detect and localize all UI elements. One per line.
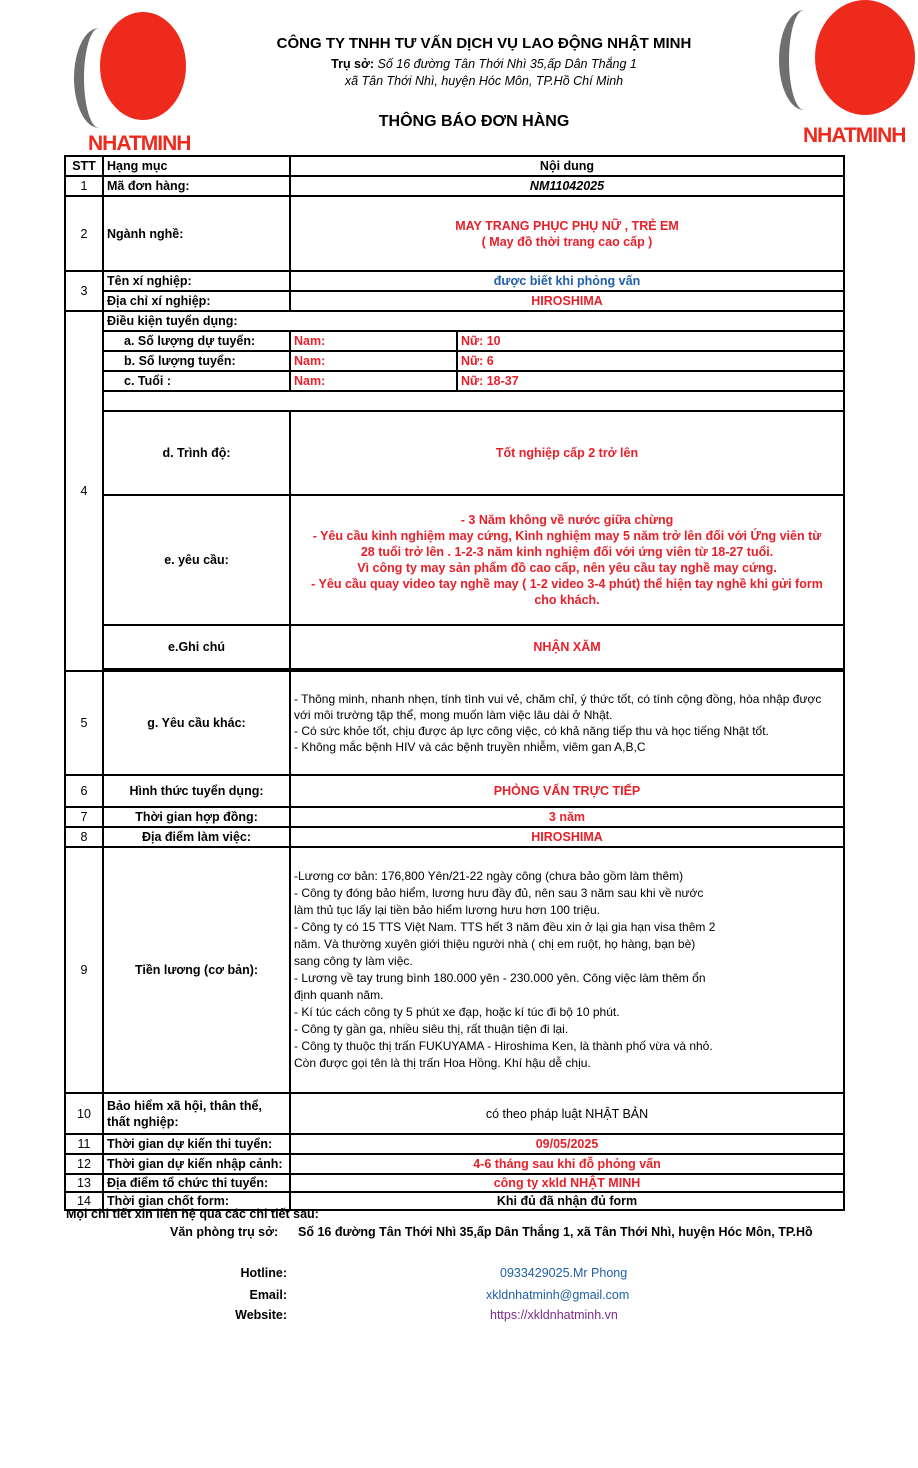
label: d. Trình độ: <box>103 411 290 495</box>
insurance-value: có theo pháp luật NHẬT BẢN <box>290 1093 844 1134</box>
note-value: NHẬN XĂM <box>290 625 844 669</box>
label: Mã đơn hàng: <box>103 176 290 196</box>
label: Địa điểm tổ chức thi tuyển: <box>103 1174 290 1192</box>
table-row <box>65 775 844 807</box>
header-item: Hạng mục <box>103 156 290 176</box>
stt: 10 <box>65 1093 103 1134</box>
female-count: Nữ: 6 <box>457 351 844 371</box>
hotline-value: 0933429025.Mr Phong <box>500 1266 628 1280</box>
label: a. Số lượng dự tuyển: <box>103 331 290 351</box>
label: e.Ghi chú <box>103 625 290 669</box>
requirement-line: - Yêu cầu kinh nghiệm may cứng, Kinh nghiệm may 5 năm trở lên đối với Ứng viên từ 28 tuổi trở lên . 1-2-3 năm kinh nghiệm đối với ứng viên từ 18-27 tuổi. <box>312 529 822 559</box>
stt: 9 <box>65 847 103 1093</box>
label: Ngành nghề: <box>103 196 290 271</box>
stt: 4 <box>65 311 103 671</box>
table-row <box>65 495 844 625</box>
table-row <box>65 827 844 847</box>
label: Thời gian dự kiến nhập cảnh: <box>103 1154 290 1174</box>
exam-location-value: công ty xkld NHẬT MINH <box>290 1174 844 1192</box>
other-requirement-line: - Thông minh, nhanh nhẹn, tính tình vui vẻ, chăm chỉ, ý thức tốt, có tính cộng đồng, hòa nhập được với môi trường tập thể, mong muốn làm việc lâu dài ở Nhật. <box>294 692 822 722</box>
hq-address: Số 16 đường Tân Thới Nhì 35,ấp Dân Thắng 1 <box>377 57 637 71</box>
label: Bảo hiểm xã hội, thân thể, thất nghiệp: <box>103 1093 290 1134</box>
table-row <box>65 1093 844 1134</box>
education-value: Tốt nghiệp cấp 2 trở lên <box>290 411 844 495</box>
label: Thời gian chốt form: <box>103 1192 290 1210</box>
page-title: THÔNG BÁO ĐƠN HÀNG <box>378 113 570 130</box>
requirement-line: Vì công ty may sản phẩm đồ cao cấp, nên yêu cầu tay nghề may cứng. <box>357 561 777 575</box>
salary-line: - Công ty thuộc thị trấn FUKUYAMA - Hiroshima Ken, là thành phố vừa và nhỏ. Còn được gọi tên là thị trấn Hoa Hồng. Khí hậu dễ chịu. <box>294 1039 713 1070</box>
label: b. Số lượng tuyển: <box>103 351 290 371</box>
female-age: Nữ: 18-37 <box>457 371 844 391</box>
salary-line: - Kí túc cách công ty 5 phút xe đạp, hoặc kí túc đi bộ 10 phút. <box>294 1005 620 1019</box>
table-row <box>65 311 844 331</box>
header-content: Nội dung <box>290 156 844 176</box>
occupation: MAY TRANG PHỤC PHỤ NỮ , TRẺ EM <box>455 218 679 233</box>
office-address: Số 16 đường Tân Thới Nhì 35,ấp Dân Thắng 1, xã Tân Thới Nhì, huyện Hóc Môn, TP.Hồ <box>298 1225 813 1239</box>
recruitment-form-value: PHỎNG VẤN TRỰC TIẾP <box>290 775 844 807</box>
salary-line: - Công ty gần ga, nhiều siêu thị, rất thuận tiện đi lại. <box>294 1022 569 1036</box>
label: e. yêu cầu: <box>103 495 290 625</box>
label: Tên xí nghiệp: <box>103 271 290 291</box>
hotline-label: Hotline: <box>240 1266 287 1280</box>
stt: 3 <box>65 271 103 311</box>
salary-line: - Công ty đóng bảo hiểm, lương hưu đầy đủ, nên sau 3 năm sau khi về nước làm thủ tục lấy lại tiền bảo hiểm lương hưu hơn 100 triệu. <box>294 886 704 917</box>
company-address-value: HIROSHIMA <box>290 291 844 311</box>
company-name: CÔNG TY TNHH TƯ VẤN DỊCH VỤ LAO ĐỘNG NHẬT MINH <box>276 35 692 52</box>
stt: 13 <box>65 1174 103 1192</box>
label: Thời gian dự kiến thi tuyển: <box>103 1134 290 1154</box>
male-count: Nam: <box>290 331 457 351</box>
table-row <box>65 291 844 311</box>
other-requirement-line: - Có sức khỏe tốt, chịu được áp lực công việc, có khả năng tiếp thu và học tiếng Nhật tốt. <box>294 724 769 738</box>
table-row <box>65 391 844 411</box>
table-row <box>65 331 844 351</box>
table-row <box>65 1174 844 1192</box>
stt: 2 <box>65 196 103 271</box>
form-deadline-value: Khi đủ đã nhận đủ form <box>290 1192 844 1210</box>
website-link[interactable]: https://xkldnhatminh.vn <box>490 1308 618 1322</box>
occupation-note: ( May đồ thời trang cao cấp ) <box>481 234 653 249</box>
label: Tiền lương (cơ bản): <box>103 847 290 1093</box>
company-name-value: được biết khi phỏng vấn <box>290 271 844 291</box>
work-location-value: HIROSHIMA <box>290 827 844 847</box>
male-age: Nam: <box>290 371 457 391</box>
label: Địa chỉ xí nghiệp: <box>103 291 290 311</box>
female-count: Nữ: 10 <box>457 331 844 351</box>
order-code: NM11042025 <box>290 176 844 196</box>
requirement-line: - 3 Năm không về nước giữa chừng <box>460 513 674 527</box>
stt: 1 <box>65 176 103 196</box>
salary-line: - Công ty có 15 TTS Việt Nam. TTS hết 3 năm đều xin ở lại gia hạn visa thêm 2 năm. Và thường xuyên giới thiệu người nhà ( chị em ruột, họ hàng, bạn bè) sang công ty làm việc. <box>294 920 716 968</box>
table-row <box>65 1134 844 1154</box>
table-row <box>65 625 844 669</box>
salary-line: - Lương về tay trung bình 180.000 yên - 230.000 yên. Công việc làm thêm ổn định quanh năm. <box>294 971 706 1002</box>
hq-label: Trụ sở: <box>331 57 375 71</box>
table-row <box>65 196 844 271</box>
conditions-title: Điều kiện tuyển dụng: <box>103 311 844 331</box>
table-row <box>65 176 844 196</box>
company-logo-right: NHATMINH <box>775 0 918 150</box>
order-table <box>64 155 845 1211</box>
label: Địa điểm làm việc: <box>103 827 290 847</box>
table-row <box>65 271 844 291</box>
hq-address-line1 <box>0 57 918 71</box>
table-row <box>65 671 844 775</box>
table-row <box>65 847 844 1093</box>
label: Hình thức tuyển dụng: <box>103 775 290 807</box>
table-row <box>65 1154 844 1174</box>
table-row <box>65 351 844 371</box>
stt: 14 <box>65 1192 103 1210</box>
contract-duration-value: 3 năm <box>290 807 844 827</box>
stt: 6 <box>65 775 103 807</box>
table-row <box>65 371 844 391</box>
website-label: Website: <box>235 1308 287 1322</box>
stt: 5 <box>65 671 103 775</box>
stt: 7 <box>65 807 103 827</box>
label: g. Yêu cầu khác: <box>103 671 290 775</box>
hq-address-line2: xã Tân Thới Nhì, huyện Hóc Môn, TP.Hồ Chí Minh <box>344 74 624 88</box>
email-label: Email: <box>249 1288 287 1302</box>
exam-date-value: 09/05/2025 <box>290 1134 844 1154</box>
stt: 8 <box>65 827 103 847</box>
table-header <box>65 156 844 176</box>
label: Thời gian hợp đồng: <box>103 807 290 827</box>
contact-intro: Mọi chi tiết xin liên hệ qua các chi tiết sau: <box>66 1207 319 1221</box>
header-stt: STT <box>65 156 103 176</box>
office-label: Văn phòng trụ sở: <box>170 1225 279 1239</box>
table-row <box>65 807 844 827</box>
requirement-line: - Yêu cầu quay video tay nghề may ( 1-2 video 3-4 phút) thể hiện tay nghề khi gửi form cho khách. <box>311 577 823 607</box>
salary-line: -Lương cơ bản: 176,800 Yên/21-22 ngày công (chưa bảo gồm làm thêm) <box>294 869 684 883</box>
stt: 11 <box>65 1134 103 1154</box>
entry-time-value: 4-6 tháng sau khi đỗ phỏng vấn <box>290 1154 844 1174</box>
table-row <box>65 411 844 495</box>
male-count: Nam: <box>290 351 457 371</box>
other-requirement-line: - Không mắc bệnh HIV và các bệnh truyền nhiễm, viêm gan A,B,C <box>294 740 646 754</box>
company-logo-left: NHATMINH <box>62 8 192 158</box>
label: c. Tuổi : <box>103 371 290 391</box>
stt: 12 <box>65 1154 103 1174</box>
email-link[interactable]: xkldnhatminh@gmail.com <box>486 1288 630 1302</box>
